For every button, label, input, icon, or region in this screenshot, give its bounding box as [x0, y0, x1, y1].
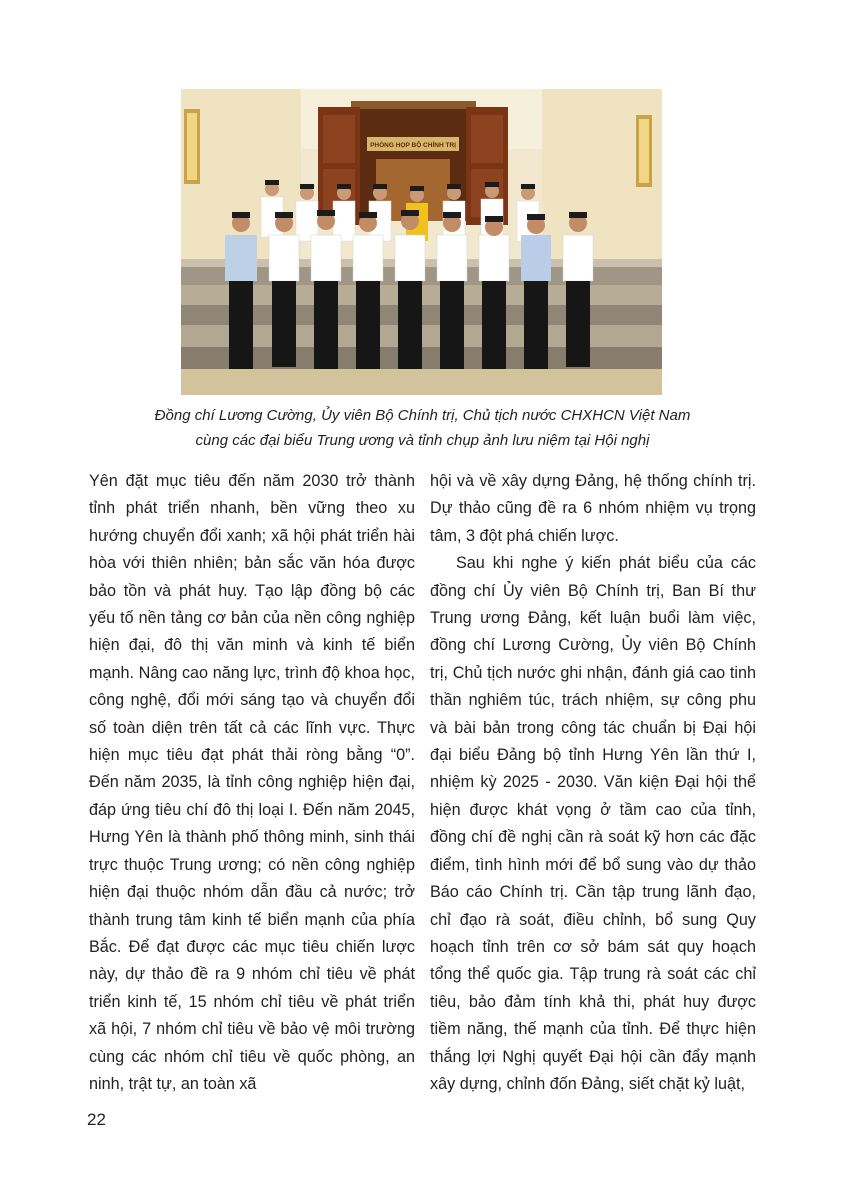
wall-lamp-left [184, 109, 200, 184]
wall-lamp-right [636, 115, 652, 187]
body-paragraph: hội và về xây dựng Đảng, hệ thống chính trị. Dự thảo cũng đề ra 6 nhóm nhiệm vụ trọng tâm, 3 đột phá chiến lược. [430, 472, 756, 545]
body-column-left [89, 468, 415, 1098]
caption-line-1: Đồng chí Lương Cường, Ủy viên Bộ Chính trị, Chủ tịch nước CHXHCN Việt Nam [154, 407, 691, 424]
group-photo-illustration [181, 89, 662, 395]
group-photo [181, 89, 662, 395]
body-paragraph: Yên đặt mục tiêu đến năm 2030 trở thành tỉnh phát triển nhanh, bền vững theo xu hướng chuyển đổi xanh; xã hội phát triển hài hòa với thiên nhiên; bản sắc văn hóa được bảo tồn và phát huy. Tạo lập đồng bộ các yếu tố nền tảng cơ bản của nền công nghiệp hiện đại, đô thị văn minh và kinh tế biển mạnh. Nâng cao năng lực, trình độ khoa học, công nghệ, đổi mới sáng tạo và chuyển đổi số toàn diện trên tất cả các lĩnh vực. Thực hiện mục tiêu đạt phát thải ròng bằng “0”. Đến năm 2035, là tỉnh công nghiệp hiện đại, đáp ứng tiêu chí đô thị loại I. Đến năm 2045, Hưng Yên là thành phố thông minh, sinh thái trực thuộc Trung ương; có nền công nghiệp hiện đại thuộc nhóm dẫn đầu cả nước; trở thành trung tâm kinh tế biển mạnh của phía Bắc. Để đạt được các mục tiêu chiến lược này, dự thảo đề ra 9 nhóm chỉ tiêu về phát triển kinh tế, 15 nhóm chỉ tiêu về phát triển xã hội, 7 nhóm chỉ tiêu về bảo vệ môi trường cùng các nhóm chỉ tiêu về quốc phòng, an ninh, trật tự, an toàn xã [89, 472, 415, 1093]
caption-line-2: cùng các đại biểu Trung ương và tỉnh chụp ảnh lưu niệm tại Hội nghị [195, 432, 650, 449]
body-paragraph: Sau khi nghe ý kiến phát biểu của các đồng chí Ủy viên Bộ Chính trị, Ban Bí thư Trung ương Đảng, kết luận buổi làm việc, đồng chí Lương Cường, Ủy viên Bộ Chính trị, Chủ tịch nước ghi nhận, đánh giá cao tinh thần nghiêm túc, trách nhiệm, sự công phu và bài bản trong công tác chuẩn bị Đại hội đại biểu Đảng bộ tỉnh Hưng Yên lần thứ I, nhiệm kỳ 2025 - 2030. Văn kiện Đại hội thể hiện được khát vọng ở tầm cao của tỉnh, đồng chí đề nghị cần rà soát kỹ hơn các đặc điểm, tình hình mới để bổ sung vào dự thảo Báo cáo Chính trị. Cần tập trung lãnh đạo, chỉ đạo rà soát, điều chỉnh, bổ sung Quy hoạch tỉnh trên cơ sở bám sát quy hoạch tổng thể quốc gia. Tập trung rà soát các chỉ tiêu, bảo đảm tính khả thi, phát huy được tiềm năng, thế mạnh của tỉnh. Để thực hiện thắng lợi Nghị quyết Đại hội cần đẩy mạnh xây dựng, chỉnh đốn Đảng, siết chặt kỷ luật, [430, 554, 756, 1093]
page-number: 22 [87, 1110, 106, 1129]
room-sign: PHÒNG HỌP BỘ CHÍNH TRỊ [370, 142, 456, 149]
photo-caption [60, 403, 785, 453]
body-column-right [430, 468, 756, 1098]
